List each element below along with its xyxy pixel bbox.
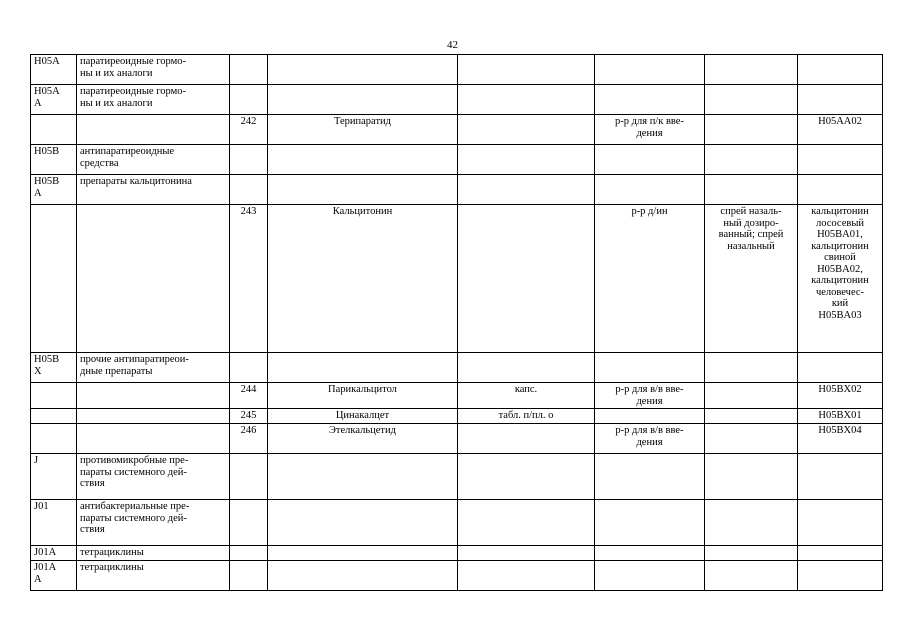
atc-group-code-cell: H05B A (31, 175, 77, 205)
item-number-cell (230, 353, 268, 383)
atc-code-cell (798, 561, 883, 591)
atc-group-code-cell: J01A A (31, 561, 77, 591)
dosage-form-cell (458, 145, 595, 175)
solution-form-cell (595, 500, 705, 546)
spray-form-cell (705, 353, 798, 383)
drug-name-cell: Этелкальцетид (268, 424, 458, 454)
atc-code-cell: кальцитонин лососевый H05BA01, кальцитонин свиной H05BA02, кальцитонин человечес- кий H05BA03 (798, 205, 883, 353)
drug-name-cell: Парикальцитол (268, 383, 458, 409)
atc-group-name-cell: паратиреоидные гормо- ны и их аналоги (77, 55, 230, 85)
atc-code-cell (798, 175, 883, 205)
table-row (31, 85, 883, 115)
table-row (31, 454, 883, 500)
dosage-form-cell: капс. (458, 383, 595, 409)
drug-name-cell: Цинакалцет (268, 409, 458, 424)
atc-code-cell (798, 85, 883, 115)
table-row (31, 546, 883, 561)
solution-form-cell (595, 55, 705, 85)
dosage-form-cell (458, 424, 595, 454)
drug-name-cell (268, 353, 458, 383)
solution-form-cell (595, 145, 705, 175)
dosage-form-cell (458, 85, 595, 115)
atc-group-code-cell (31, 383, 77, 409)
solution-form-cell: р-р для в/в вве- дения (595, 383, 705, 409)
spray-form-cell (705, 561, 798, 591)
atc-group-code-cell: J01A (31, 546, 77, 561)
atc-group-name-cell: препараты кальцитонина (77, 175, 230, 205)
item-number-cell (230, 454, 268, 500)
spray-form-cell (705, 175, 798, 205)
item-number-cell: 243 (230, 205, 268, 353)
item-number-cell: 242 (230, 115, 268, 145)
spray-form-cell (705, 145, 798, 175)
dosage-form-cell (458, 561, 595, 591)
item-number-cell (230, 561, 268, 591)
atc-group-name-cell: тетрациклины (77, 546, 230, 561)
solution-form-cell (595, 175, 705, 205)
table-row (31, 205, 883, 353)
dosage-form-cell (458, 55, 595, 85)
atc-group-code-cell: J (31, 454, 77, 500)
dosage-form-cell (458, 500, 595, 546)
drug-name-cell (268, 175, 458, 205)
drug-name-cell (268, 561, 458, 591)
atc-code-cell: H05BX04 (798, 424, 883, 454)
atc-group-code-cell: H05A A (31, 85, 77, 115)
spray-form-cell (705, 115, 798, 145)
item-number-cell (230, 55, 268, 85)
table-body (31, 55, 883, 591)
atc-group-name-cell (77, 383, 230, 409)
atc-code-cell (798, 454, 883, 500)
solution-form-cell: р-р для в/в вве- дения (595, 424, 705, 454)
atc-group-code-cell: H05B (31, 145, 77, 175)
item-number-cell (230, 85, 268, 115)
drug-name-cell (268, 55, 458, 85)
spray-form-cell (705, 424, 798, 454)
atc-code-cell (798, 55, 883, 85)
atc-code-cell: H05BX02 (798, 383, 883, 409)
atc-group-name-cell: противомикробные пре- параты системного дей- ствия (77, 454, 230, 500)
item-number-cell (230, 175, 268, 205)
atc-group-code-cell (31, 424, 77, 454)
table-row (31, 353, 883, 383)
atc-group-name-cell (77, 205, 230, 353)
solution-form-cell (595, 546, 705, 561)
spray-form-cell (705, 55, 798, 85)
atc-group-name-cell: тетрациклины (77, 561, 230, 591)
table-row (31, 383, 883, 409)
item-number-cell: 246 (230, 424, 268, 454)
spray-form-cell (705, 546, 798, 561)
table-row (31, 424, 883, 454)
atc-code-cell: H05BX01 (798, 409, 883, 424)
spray-form-cell (705, 454, 798, 500)
page-number: 42 (447, 39, 458, 51)
atc-group-name-cell (77, 115, 230, 145)
atc-code-cell (798, 500, 883, 546)
dosage-form-cell (458, 353, 595, 383)
spray-form-cell (705, 409, 798, 424)
atc-group-name-cell: антибактериальные пре- параты системного дей- ствия (77, 500, 230, 546)
drug-name-cell: Кальцитонин (268, 205, 458, 353)
atc-group-name-cell (77, 424, 230, 454)
spray-form-cell: спрей назаль- ный дозиро- ванный; спрей назальный (705, 205, 798, 353)
drug-name-cell (268, 145, 458, 175)
atc-group-code-cell (31, 205, 77, 353)
drug-name-cell (268, 85, 458, 115)
solution-form-cell (595, 353, 705, 383)
dosage-form-cell: табл. п/пл. о (458, 409, 595, 424)
dosage-form-cell (458, 205, 595, 353)
drug-table (30, 54, 883, 591)
dosage-form-cell (458, 175, 595, 205)
atc-group-name-cell: антипаратиреоидные средства (77, 145, 230, 175)
dosage-form-cell (458, 546, 595, 561)
table-row (31, 145, 883, 175)
atc-group-name-cell (77, 409, 230, 424)
solution-form-cell (595, 85, 705, 115)
drug-name-cell: Терипаратид (268, 115, 458, 145)
atc-group-code-cell (31, 115, 77, 145)
atc-group-name-cell: прочие антипаратиреои- дные препараты (77, 353, 230, 383)
item-number-cell (230, 500, 268, 546)
drug-name-cell (268, 454, 458, 500)
spray-form-cell (705, 383, 798, 409)
atc-group-code-cell (31, 409, 77, 424)
table-row (31, 409, 883, 424)
item-number-cell: 245 (230, 409, 268, 424)
table-row (31, 175, 883, 205)
atc-code-cell (798, 145, 883, 175)
table-row (31, 55, 883, 85)
atc-code-cell (798, 353, 883, 383)
atc-code-cell: H05AA02 (798, 115, 883, 145)
solution-form-cell (595, 561, 705, 591)
dosage-form-cell (458, 454, 595, 500)
table-row (31, 115, 883, 145)
drug-name-cell (268, 500, 458, 546)
atc-group-code-cell: H05B X (31, 353, 77, 383)
atc-code-cell (798, 546, 883, 561)
atc-group-code-cell: H05A (31, 55, 77, 85)
item-number-cell (230, 145, 268, 175)
spray-form-cell (705, 500, 798, 546)
spray-form-cell (705, 85, 798, 115)
item-number-cell: 244 (230, 383, 268, 409)
solution-form-cell (595, 409, 705, 424)
item-number-cell (230, 546, 268, 561)
solution-form-cell: р-р для п/к вве- дения (595, 115, 705, 145)
solution-form-cell (595, 454, 705, 500)
atc-group-name-cell: паратиреоидные гормо- ны и их аналоги (77, 85, 230, 115)
atc-group-code-cell: J01 (31, 500, 77, 546)
dosage-form-cell (458, 115, 595, 145)
solution-form-cell: р-р д/ин (595, 205, 705, 353)
drug-name-cell (268, 546, 458, 561)
table-row (31, 500, 883, 546)
table-row (31, 561, 883, 591)
